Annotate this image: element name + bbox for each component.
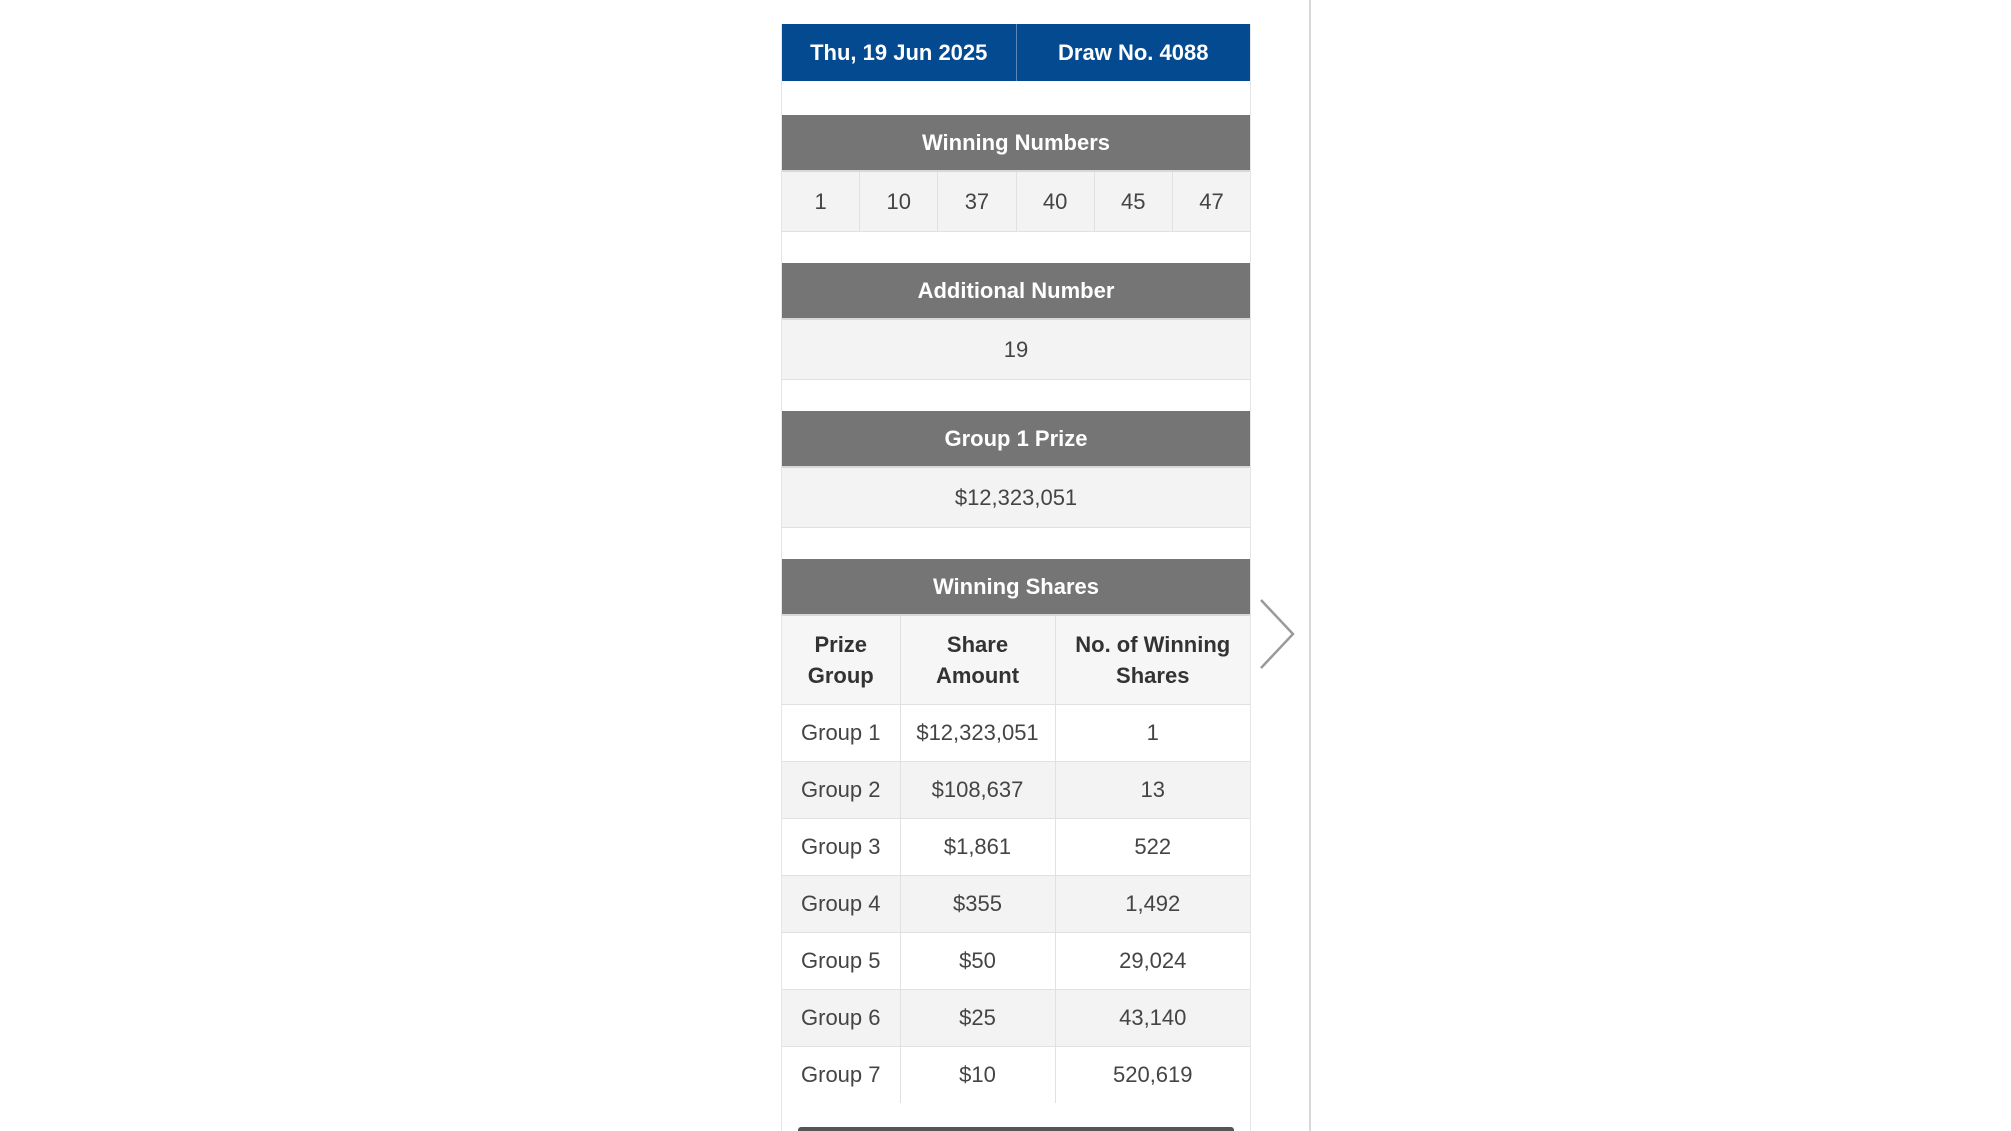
share-amount-cell: $10 [900,1047,1055,1104]
table-row [782,819,1250,876]
next-section-bar [798,1127,1234,1131]
additional-number-value: 19 [782,320,1250,380]
winning-numbers-title: Winning Numbers [782,115,1250,172]
prize-group-cell: Group 3 [782,819,900,876]
chevron-right-icon [1255,596,1299,672]
table-header-row [782,616,1250,705]
table-row [782,705,1250,762]
group1-prize-value: $12,323,051 [782,468,1250,528]
draw-number: Draw No. 4088 [1016,24,1251,81]
table-row [782,762,1250,819]
next-draw-button[interactable] [1255,596,1299,672]
winning-shares-cell: 1,492 [1055,876,1250,933]
vertical-divider [1309,0,1311,1131]
share-amount-cell: $108,637 [900,762,1055,819]
winning-shares-cell: 522 [1055,819,1250,876]
prize-group-cell: Group 5 [782,933,900,990]
winning-number: 47 [1172,172,1250,231]
prize-group-cell: Group 6 [782,990,900,1047]
winning-shares-table [782,616,1250,1103]
draw-date: Thu, 19 Jun 2025 [810,39,988,65]
prize-group-cell: Group 4 [782,876,900,933]
table-row [782,876,1250,933]
spacer [782,81,1250,115]
additional-number-title: Additional Number [782,263,1250,320]
column-header-prize-group: Prize Group [782,616,900,705]
table-row [782,1047,1250,1104]
winning-number: 40 [1016,172,1094,231]
draw-results-card [781,24,1251,1131]
share-amount-cell: $1,861 [900,819,1055,876]
winning-number: 10 [859,172,937,231]
group1-prize-title: Group 1 Prize [782,411,1250,468]
winning-numbers-row [782,172,1250,232]
share-amount-cell: $12,323,051 [900,705,1055,762]
share-amount-cell: $25 [900,990,1055,1047]
winning-shares-cell: 29,024 [1055,933,1250,990]
share-amount-cell: $50 [900,933,1055,990]
prize-group-cell: Group 2 [782,762,900,819]
spacer [782,380,1250,411]
column-header-share-amount: Share Amount [900,616,1055,705]
table-row [782,990,1250,1047]
winning-number: 37 [937,172,1015,231]
spacer [782,528,1250,559]
winning-number: 45 [1094,172,1172,231]
winning-shares-cell: 1 [1055,705,1250,762]
draw-header [782,24,1250,81]
winning-shares-cell: 43,140 [1055,990,1250,1047]
winning-shares-title: Winning Shares [782,559,1250,616]
column-header-winning-shares: No. of Winning Shares [1055,616,1250,705]
table-row [782,933,1250,990]
spacer [782,232,1250,263]
prize-group-cell: Group 1 [782,705,900,762]
winning-shares-cell: 13 [1055,762,1250,819]
prize-group-cell: Group 7 [782,1047,900,1104]
winning-number: 1 [814,188,827,214]
winning-shares-cell: 520,619 [1055,1047,1250,1104]
share-amount-cell: $355 [900,876,1055,933]
